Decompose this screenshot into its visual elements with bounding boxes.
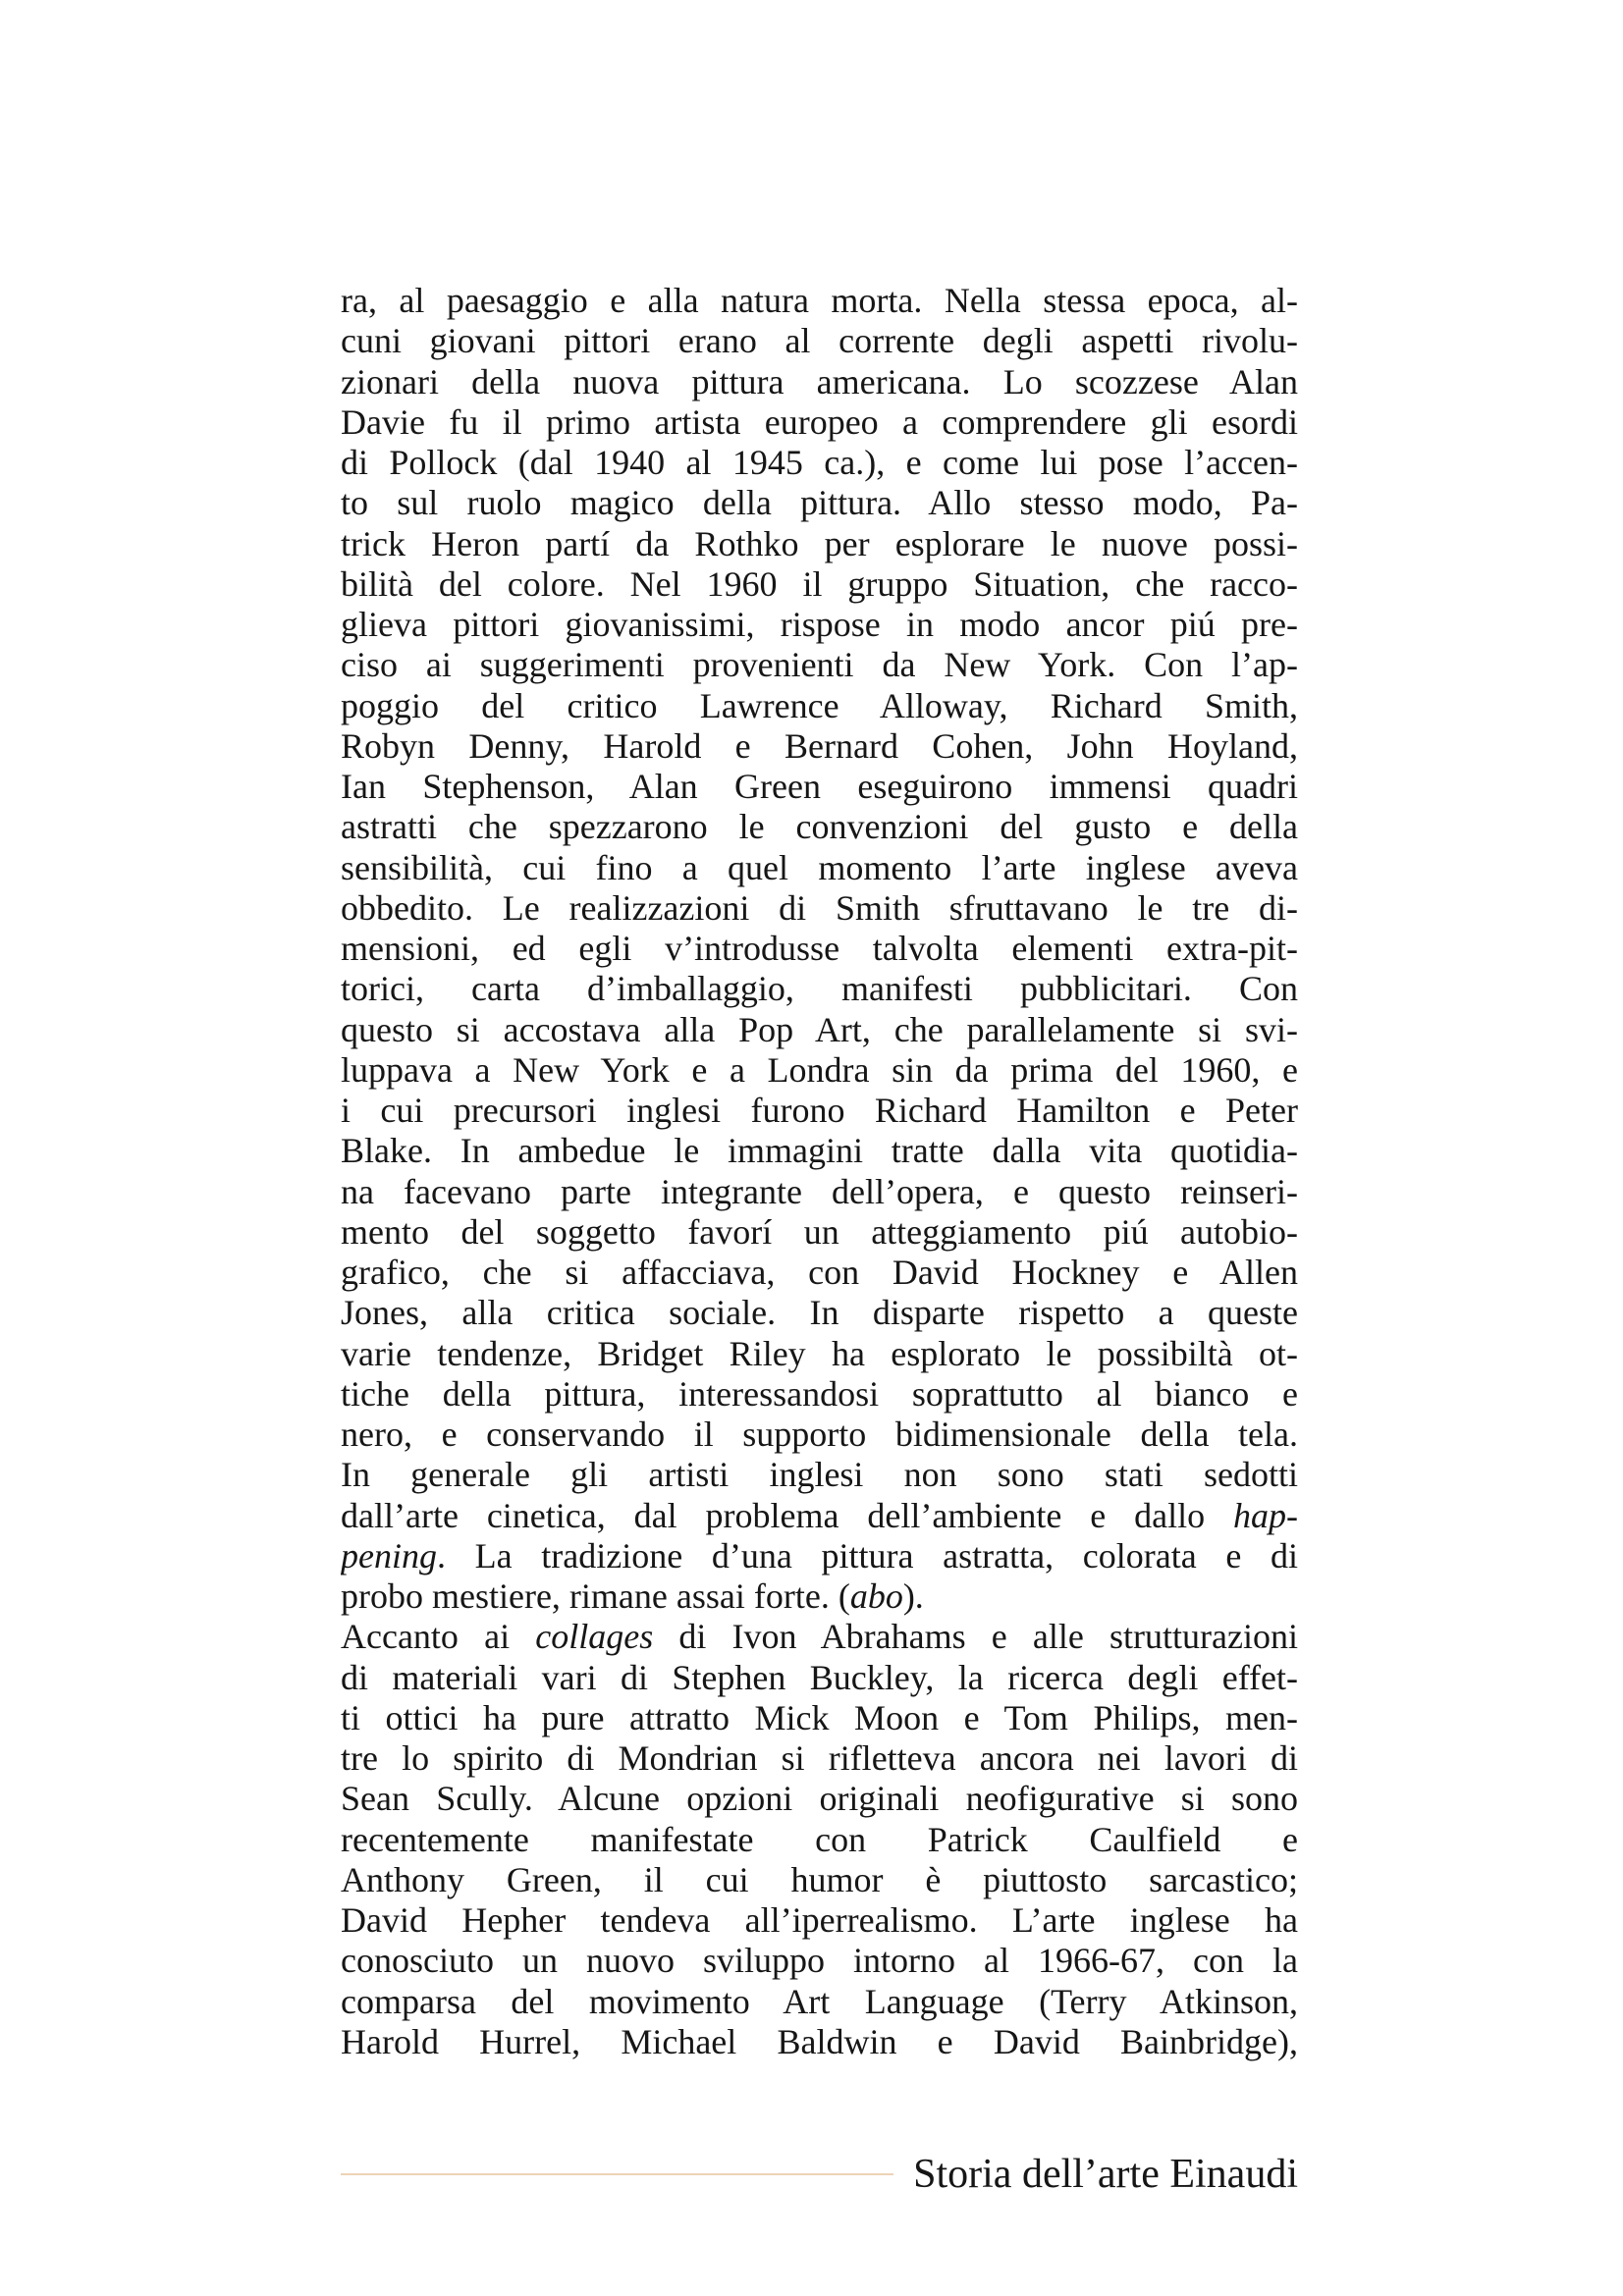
text-line: Sean Scully. Alcune opzioni originali neofigurative si sono [341,1779,1298,1819]
text-line: poggio del critico Lawrence Alloway, Richard Smith, [341,685,1298,725]
text-line: cuni giovani pittori erano al corrente degli aspetti rivolu- [341,321,1298,361]
text-line: Ian Stephenson, Alan Green eseguirono immensi quadri [341,767,1298,806]
text-line [341,1576,1298,1617]
paragraph [341,281,1298,1617]
text-line: Jones, alla critica sociale. In disparte rispetto a queste [341,1293,1298,1333]
text-line: trick Heron partí da Rothko per esplorare le nuove possi- [341,523,1298,563]
text-line: torici, carta d’imballaggio, manifesti pubblicitari. Con [341,969,1298,1009]
text-line: obbedito. Le realizzazioni di Smith sfruttavano le tre di- [341,887,1298,928]
text-line: ra, al paesaggio e alla natura morta. Nella stessa epoca, al- [341,281,1298,320]
text-line: luppava a New York e a Londra sin da prima del 1960, e [341,1049,1298,1090]
text-line: grafico, che si affacciava, con David Hockney e Allen [341,1253,1298,1292]
text-line: Robyn Denny, Harold e Bernard Cohen, John Hoyland, [341,725,1298,766]
text-line: zionari della nuova pittura americana. Lo scozzese Alan [341,361,1298,401]
text-segment: Accanto ai [341,1617,536,1657]
text-line: nero, e conservando il supporto bidimensionale della tela. [341,1415,1298,1454]
italic-text: collages [535,1617,654,1657]
page-footer [341,2149,1298,2200]
text-line: questo si accostava alla Pop Art, che parallelamente si svi- [341,1009,1298,1049]
text-line [341,1536,1298,1576]
text-line: Blake. In ambedue le immagini tratte dalla vita quotidia- [341,1131,1298,1171]
text-segment: probo mestiere, rimane assai forte. ( [341,1576,850,1616]
text-line: astratti che spezzarono le convenzioni del gusto e della [341,807,1298,847]
text-line: Davie fu il primo artista europeo a comprendere gli esordi [341,401,1298,442]
body-text [341,281,1298,2062]
text-line: Anthony Green, il cui humor è piuttosto sarcastico; [341,1859,1298,1899]
footer-rule [341,2173,893,2175]
text-line: conosciuto un nuovo sviluppo intorno al 1966-67, con la [341,1941,1298,1981]
italic-text: pening [341,1535,437,1575]
text-line: di materiali vari di Stephen Buckley, la ricerca degli effet- [341,1657,1298,1697]
text-line: ti ottici ha pure attratto Mick Moon e Tom Philips, men- [341,1697,1298,1737]
text-line: i cui precursori inglesi furono Richard Hamilton e Peter [341,1091,1298,1130]
text-line: sensibilità, cui fino a quel momento l’arte inglese aveva [341,847,1298,887]
text-line: mensioni, ed egli v’introdusse talvolta elementi extra-pit- [341,929,1298,968]
text-line: mento del soggetto favorí un atteggiamento piú autobio- [341,1211,1298,1252]
paragraph [341,1617,1298,2062]
text-segment: ). [902,1576,924,1616]
text-line: di Pollock (dal 1940 al 1945 ca.), e come lui pose l’accen- [341,443,1298,482]
text-line: bilità del colore. Nel 1960 il gruppo Situation, che racco- [341,563,1298,604]
text-line: ciso ai suggerimenti provenienti da New York. Con l’ap- [341,645,1298,685]
text-line: David Hepher tendeva all’iperrealismo. L’arte inglese ha [341,1900,1298,1940]
text-line: glieva pittori giovanissimi, rispose in modo ancor piú pre- [341,605,1298,644]
text-line [341,1617,1298,1657]
text-line: na facevano parte integrante dell’opera, e questo reinseri- [341,1171,1298,1211]
text-line [341,1496,1298,1536]
text-line: tiche della pittura, interessandosi soprattutto al bianco e [341,1373,1298,1414]
text-line: recentemente manifestate con Patrick Caulfield e [341,1819,1298,1859]
text-line: comparsa del movimento Art Language (Terry Atkinson, [341,1981,1298,2021]
text-line: to sul ruolo magico della pittura. Allo stesso modo, Pa- [341,483,1298,523]
text-line: tre lo spirito di Mondrian si rifletteva ancora nei lavori di [341,1738,1298,1778]
text-line: varie tendenze, Bridget Riley ha esplorato le possibiltà ot- [341,1333,1298,1373]
italic-text: abo [849,1576,903,1616]
text-line: Harold Hurrel, Michael Baldwin e David Bainbridge), [341,2021,1298,2061]
italic-text: hap- [1233,1495,1298,1535]
text-line: In generale gli artisti inglesi non sono stati sedotti [341,1455,1298,1495]
text-segment: di Ivon Abrahams e alle strutturazioni [653,1617,1298,1657]
footer-title: Storia dell’arte Einaudi [913,2152,1298,2197]
text-segment: dall’arte cinetica, dal problema dell’ambiente e dallo [341,1495,1233,1535]
text-segment: . La tradizione d’una pittura astratta, colorata e di [436,1535,1298,1575]
